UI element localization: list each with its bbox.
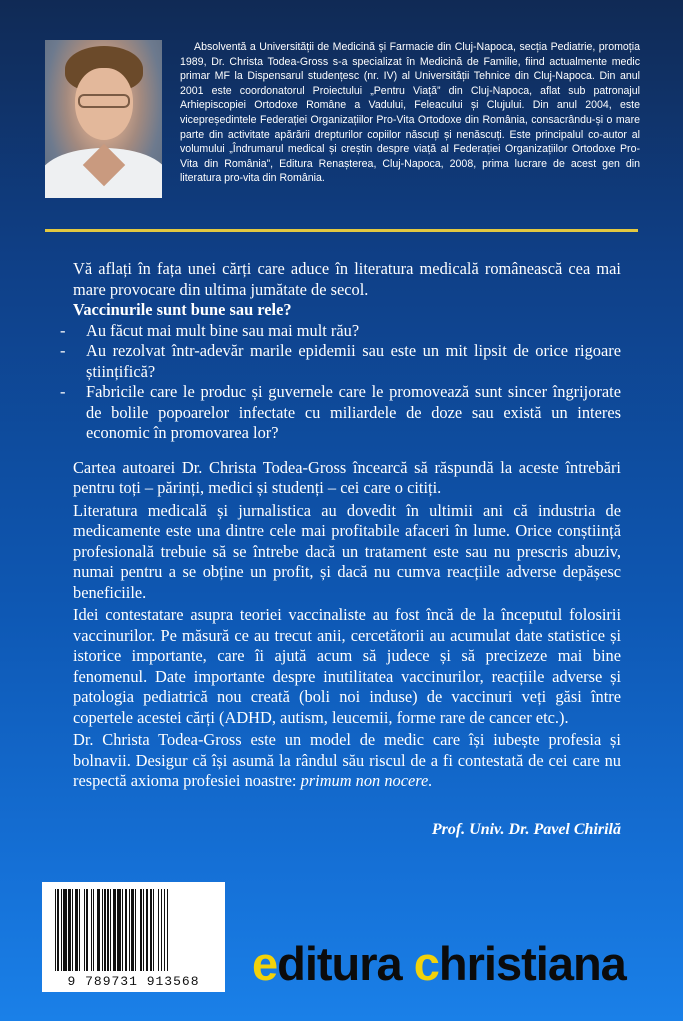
body-paragraph: Literatura medicală și jurnalistica au dovedit în ultimii ani că industria de medicamente este una dintre cele mai profitabile afaceri în lume. Orice conștiință profesională trebuie să se întrebe dacă un tratament este sau nu prescris abuziv, numai pentru a se obține un profit, și dacă nu cumva reacțiile adverse depășesc beneficiile. [73,500,621,602]
motto: primum non nocere. [300,771,433,790]
author-bio: Absolventă a Universității de Medicină și Farmacie din Cluj-Napoca, secția Pediatrie, promoția 1989, Dr. Christa Todea-Gross s-a specializat în Medicină de Familie, fiind actualmente medic primar MF la Dispensarul studențesc (nr. IV) al Universității Tehnice din Cluj-Napoca. Din anul 2001 este coordonatorul Proiectului „Pentru Viață” din Cluj-Napoca, aflat sub patronajul Arhiepiscopiei Ortodoxe Române a Vadului, Feleacului și Clujului. Din anul 2004, este vicepreședintele Federației Organizațiilor Pro-Vita Ortodoxe din România, consacrându-și o mare parte din activitate apărării drepturilor copiilor născuți și nenăscuți. Este principalul co-autor al volumului „Îndrumarul medical și creștin despre viață al Federației Organizațiilor Ortodoxe Pro-Vita din România”, Editura Renașterea, Cluj-Napoca, 2008, prima lucrare de acest gen din literatura pro-vita din România. [180,41,640,185]
question-list [73,321,621,444]
list-item: - Au făcut mai mult bine sau mai mult rău? [60,321,621,342]
intro-paragraph: Vă aflați în fața unei cărți care aduce în literatura medicală românească cea mai mare provocare din ultima jumătate de secol. [73,259,621,299]
key-question: Vaccinurile sunt bune sau rele? [73,300,292,319]
publisher-accent-letter: c [413,937,439,990]
publisher-accent-letter: e [252,937,278,990]
author-photo [45,40,162,198]
back-cover-text [73,259,621,792]
barcode-digits: 9 789731 913568 [67,974,200,989]
publisher-text: ditura [277,937,414,990]
body-paragraph: Idei contestatare asupra teoriei vaccinaliste au fost încă de la începutul folosirii vaccinurilor. Pe măsură ce au trecut anii, cercetătorii au acumulat date statistice și istorice importante, care îi ajută acum să judece și să precizeze mai bine fenomenul. Date importante despre inutilitatea vaccinurilor, reacțiile adverse și patologia pediatrică nou creată (boli noi induse) de vaccinuri veți găsi între copertele acestei cărți (ADHD, autism, leucemii, forme rare de cancer etc.). [73,605,621,727]
list-item: - Au rezolvat într-adevăr marile epidemii sau este un mit lipsit de orice rigoare științifică? [60,341,621,382]
divider-rule [45,229,638,232]
list-item: - Fabricile care le produc și guvernele care le promovează sunt sincer îngrijorate de bolile popoarelor infectate cu miliardele de doze sau există un interes economic în promovarea lor? [60,382,621,444]
body-paragraph: Cartea autoarei Dr. Christa Todea-Gross încearcă să răspundă la aceste întrebări pentru toți – părinți, medici și studenți – cei care o citiți. [73,457,621,497]
barcode-bars [55,889,215,971]
publisher-logo [252,936,626,992]
closing-text: Dr. Christa Todea-Gross este un model de medic care își iubește profesia și bolnavii. Desigur că își asumă la rândul său riscul de a fi contestată de cei care nu respectă axioma profesiei noastre: [73,730,621,790]
closing-paragraph [73,730,621,792]
isbn-barcode [42,882,225,992]
signature: Prof. Univ. Dr. Pavel Chirilă [431,821,621,838]
publisher-text: hristiana [438,937,626,990]
